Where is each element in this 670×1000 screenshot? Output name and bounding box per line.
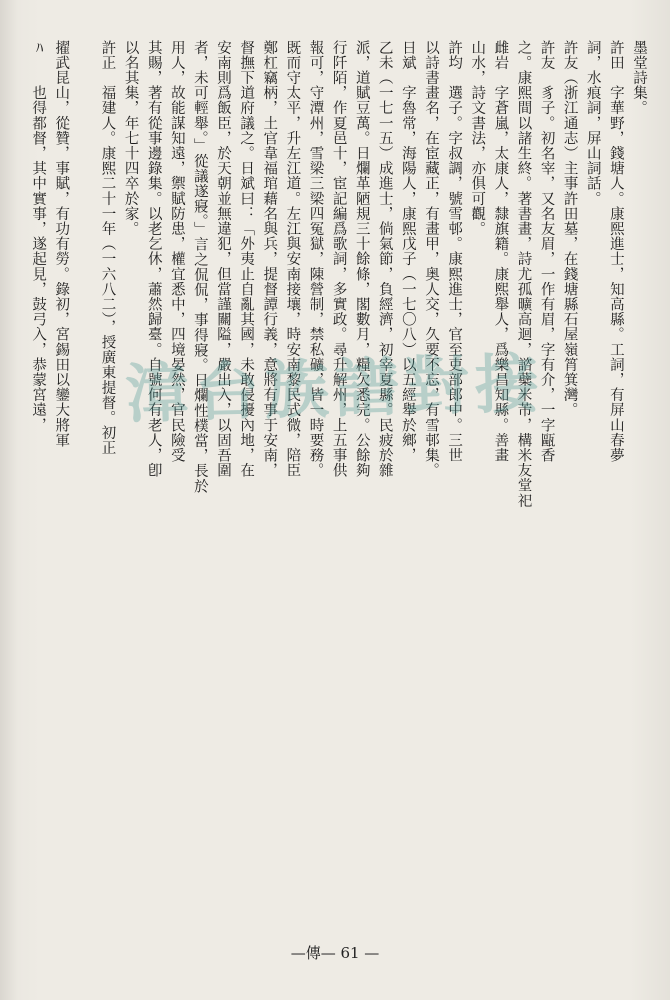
- text-column: 行阡陌，作夏邑十，宦記編爲歌詞，多實政。尋升解州，上五事供: [330, 40, 347, 478]
- text-column: 之。康熙間以諸生終。著書畫，詩尤孤曠高迴，諮蘗米芾，構米友堂祀: [515, 40, 532, 509]
- text-column: 山水，詩文書法，亦俱可觀。: [469, 40, 486, 237]
- text-column: 以詩書畫名，在宦藏正，有畫甲，奥人交，久要不忘，有雪邨集。: [423, 40, 440, 478]
- text-column: 乙未（一七一五）成進士，倘氣節，負經濟，初宰夏縣。民疲於雜: [376, 40, 393, 478]
- text-column: 日斌 字魯常，海陽人，康熙戊子（一七〇八）以五經舉於鄉，: [399, 40, 416, 463]
- text-column: 鄭杠竊柄，土官韋福琯藉名與兵，提督譚行義，意將有事于安南，: [261, 40, 278, 478]
- text-column: ﾊ 也得都督，其中實事，遂起見，鼓弓入，恭蒙宮遠，: [30, 40, 47, 433]
- text-column: 督撫下道府議之。日斌曰：「外夷止自亂其國，未敢侵擾內地，在: [238, 40, 255, 478]
- text-column: 許友 豸子。初名宰，又名友眉，一作有眉，字有介，一字甌香: [538, 40, 555, 463]
- text-column: 安南則爲飯臣，於天朝並無違犯，但當謹關隘，嚴出入，以固吾圍: [215, 40, 232, 478]
- text-column: 墨堂詩集。: [631, 40, 647, 116]
- text-column: 用人，故能謀知遠，禦賦防患，權宜悉中，四境晏然，官民險受: [168, 40, 185, 463]
- watermark: 漳台族譜對接: [124, 347, 546, 433]
- text-column: 派，道賦豆萬。日爛革陋規三十餘條，閣數月，糧欠悉完。公餘夠: [353, 40, 370, 478]
- text-column: 詞，水痕詞，屏山詞話。: [584, 40, 601, 207]
- text-column: 雌岩 字蒼嵐，太康人，隸旗籍。康熙舉人，爲樂昌知縣。善畫: [492, 40, 509, 463]
- text-column: 擢武昆山，從贊，事賦，有功有勞。錄初，宮錫田以鑾大將軍: [53, 40, 70, 448]
- text-column: 許田 字華野，錢塘人。康熙進士，知高縣。工詞，有屏山春夢: [607, 40, 624, 463]
- text-column: 報可，守潭州，雪梁三梁四冤獄，陳營制，禁私礦，皆一時要務。: [307, 40, 324, 478]
- text-column: 其賜，著有從事邊錄集。以老乞休，蕭然歸臺。自號何有老人，卽: [145, 40, 162, 478]
- text-column: 許友（浙江通志）主事許田墓，在錢塘縣石屋嶺筲箕灣。: [561, 40, 578, 418]
- page-number: —傳— 61 —: [290, 944, 380, 962]
- text-column: 以名其集，年七十四卒於家。: [122, 40, 139, 237]
- text-column: 者，未可輕舉。」從議遂寢。」言之侃侃，事得寢。日爛性樸當，長於: [191, 40, 208, 494]
- text-body: [28, 40, 650, 920]
- text-column: 許均 選子。字叔調，號雪邨。康熙進士，官至吏部郎中。三世: [446, 40, 463, 463]
- text-column: 許正 福建人。康熙二十一年（一六八二），授廣東提督。初正: [99, 40, 116, 456]
- text-column: 既而守太平，升左江道。左江與安南接壤，時安南黎民式微，陪臣: [284, 40, 301, 478]
